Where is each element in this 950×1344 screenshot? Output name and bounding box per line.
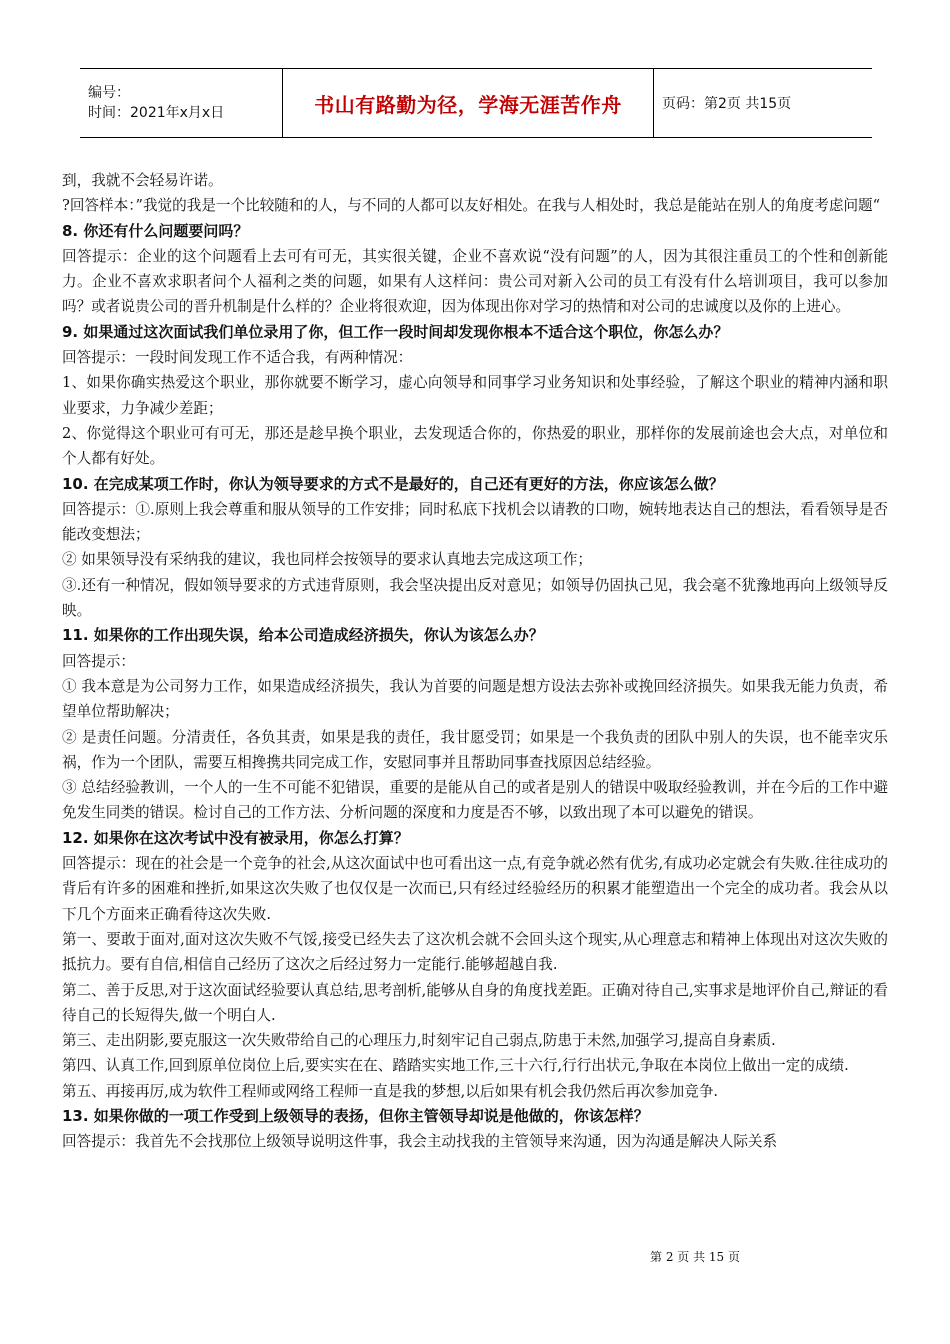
document-time-label: 时间：2021年x月x日	[88, 105, 225, 121]
question-heading: 8. 你还有什么问题要问吗？	[62, 221, 249, 240]
body-paragraph: ③.还有一种情况，假如领导要求的方式违背原则，我会坚决提出反对意见；如领导仍固执己见，我会毫不犹豫地再向上级领导反映。	[62, 576, 888, 620]
body-paragraph: ?回答样本：”我觉的我是一个比较随和的人，与不同的人都可以友好相处。在我与人相处时，我总是能站在别人的角度考虑问题“	[62, 197, 881, 215]
body-paragraph: 到，我就不会轻易许诺。	[62, 172, 223, 189]
body-paragraph: 回答提示：我首先不会找那位上级领导说明这件事，我会主动找我的主管领导来沟通，因为沟通是解决人际关系	[62, 1133, 778, 1151]
document-header	[80, 68, 872, 138]
page-footer: 第 2 页 共 15 页	[650, 1250, 740, 1264]
body-paragraph: 回答提示：①.原则上我会尊重和服从领导的工作安排；同时私底下找机会以请教的口吻，婉转地表达自己的想法，看看领导是否能改变想法；	[62, 500, 888, 544]
body-paragraph: 回答提示：一段时间发现工作不适合我，有两种情况：	[62, 349, 413, 367]
body-paragraph: 第三、走出阴影,要克服这一次失败带给自己的心理压力,时刻牢记自己弱点,防患于未然,加强学习,提高自身素质.	[62, 1032, 776, 1050]
body-paragraph: 第四、认真工作,回到原单位岗位上后,要实实在在、踏踏实实地工作,三十六行,行行出状元,争取在本岗位上做出一定的成绩.	[62, 1057, 849, 1075]
question-heading: 13. 如果你做的一项工作受到上级领导的表扬，但你主管领导却说是他做的，你该怎样？	[62, 1106, 649, 1125]
body-paragraph: ③ 总结经验教训，一个人的一生不可能不犯错误，重要的是能从自己的或者是别人的错误中吸取经验教训，并在今后的工作中避免发生同类的错误。检讨自己的工作方法、分析问题的深度和力度是否不够，以致出现了本可以避免的错误。	[62, 779, 888, 822]
body-paragraph: ② 是责任问题。分清责任，各负其责，如果是我的责任，我甘愿受罚；如果是一个我负责的团队中别人的失误，也不能幸灾乐祸，作为一个团队，需要互相搀携共同完成工作，安慰同事并且帮助同事查找原因总结经验。	[62, 728, 888, 771]
body-paragraph: ② 如果领导没有采纳我的建议，我也同样会按领导的要求认真地去完成这项工作；	[62, 551, 593, 569]
document-body	[62, 168, 888, 1155]
body-paragraph: 第五、再接再厉,成为软件工程师或网络工程师一直是我的梦想,以后如果有机会我仍然后再次参加竞争.	[62, 1082, 719, 1100]
header-page-cell	[654, 69, 872, 137]
question-heading: 12. 如果你在这次考试中没有被录用，你怎么打算？	[62, 828, 409, 847]
question-heading: 11. 如果你的工作出现失误，给本公司造成经济损失，你认为该怎么办？	[62, 626, 544, 645]
header-motto-cell	[282, 69, 654, 137]
body-paragraph: 第二、善于反思,对于这次面试经验要认真总结,思考剖析,能够从自身的角度找差距。正确对待自己,实事求是地评价自己,辩证的看待自己的长短得失,做一个明白人.	[62, 981, 888, 1024]
body-paragraph: 第一、要敢于面对,面对这次失败不气馁,接受已经失去了这次机会就不会回头这个现实,从心理意志和精神上体现出对这次失败的抵抗力。要有自信,相信自己经历了这次之后经过努力一定能行.能够超越自我.	[62, 930, 888, 974]
body-paragraph: 1、如果你确实热爱这个职业，那你就要不断学习，虚心向领导和同事学习业务知识和处事经验，了解这个职业的精神内涵和职业要求，力争减少差距；	[62, 374, 888, 417]
body-paragraph: 2、你觉得这个职业可有可无，那还是趁早换个职业，去发现适合你的，你热爱的职业，那样你的发展前途也会大点，对单位和个人都有好处。	[62, 424, 888, 468]
body-paragraph: 回答提示：	[62, 652, 135, 670]
header-page-info: 页码：第2页 共15页	[662, 96, 792, 112]
body-paragraph: 回答提示：现在的社会是一个竞争的社会,从这次面试中也可看出这一点,有竞争就必然有优劣,有成功必定就会有失败.往往成功的背后有许多的困难和挫折,如果这次失败了也仅仅是一次而已,只有经过经验经历的积累才能塑造出一个完全的成功者。我会从以下几个方面来正确看待这次失败.	[62, 855, 888, 923]
header-motto: 书山有路勤为径，学海无涯苦作舟	[314, 92, 622, 117]
body-paragraph: 回答提示：企业的这个问题看上去可有可无，其实很关键，企业不喜欢说“没有问题”的人，因为其很注重员工的个性和创新能力。企业不喜欢求职者问个人福利之类的问题，如果有人这样问：贵公司对新入公司的员工有没有什么培训项目，我可以参加吗？或者说贵公司的晋升机制是什么样的？企业将很欢迎，因为体现出你对学习的热情和对公司的忠诚度以及你的上进心。	[62, 247, 888, 316]
document-number-label: 编号：	[88, 85, 130, 101]
question-heading: 10. 在完成某项工作时，你认为领导要求的方式不是最好的，自己还有更好的方法，你应该怎么做？	[62, 474, 724, 493]
header-meta	[80, 69, 282, 137]
question-heading: 9. 如果通过这次面试我们单位录用了你，但工作一段时间却发现你根本不适合这个职位，你怎么办？	[62, 322, 729, 341]
body-paragraph: ① 我本意是为公司努力工作，如果造成经济损失，我认为首要的问题是想方设法去弥补或挽回经济损失。如果我无能力负责，希望单位帮助解决；	[62, 677, 888, 721]
